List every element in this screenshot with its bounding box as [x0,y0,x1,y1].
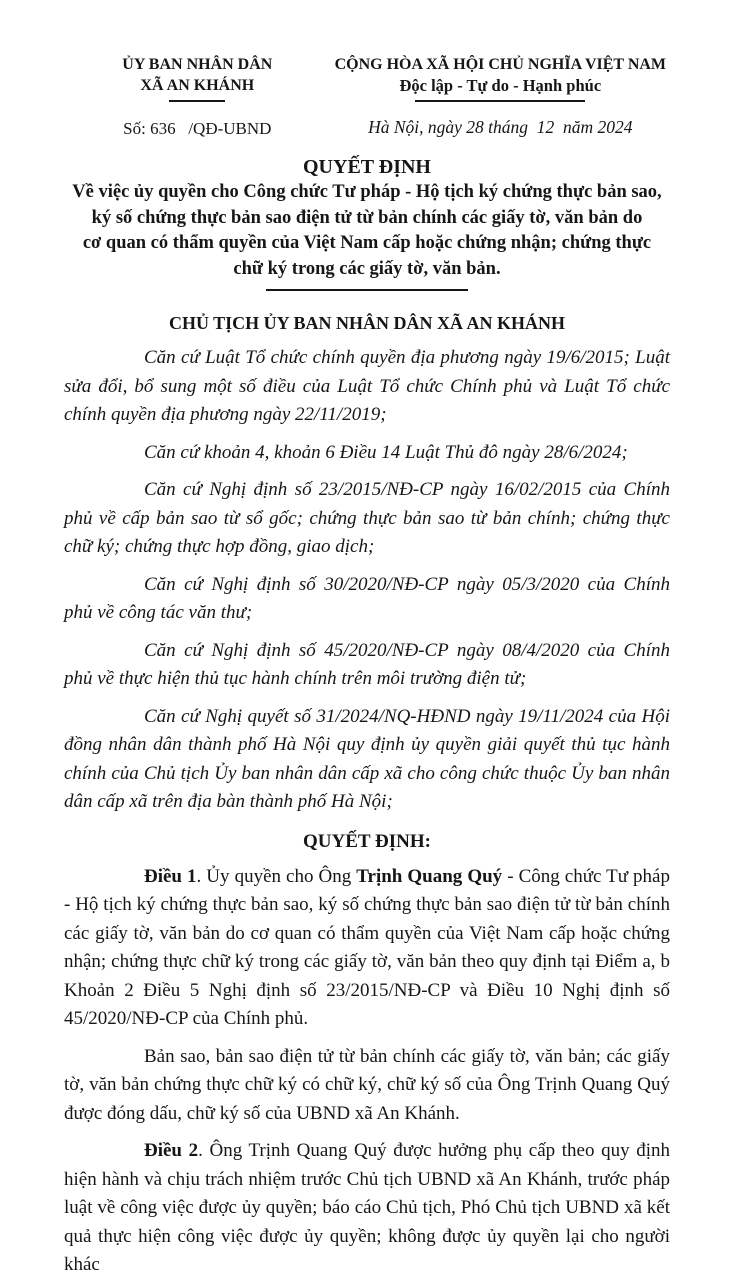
article-2-paragraph [64,1137,670,1280]
agency-underline [169,100,225,102]
article-2-text: . Ông Trịnh Quang Quý được hưởng phụ cấp theo quy định hiện hành và chịu trách nhiệm trước Chủ tịch UBND xã An Khánh, trước pháp luật về công việc được ủy quyền; báo cáo Chủ tịch, Phó Chủ tịch UBND xã kết quả thực hiện công việc được ủy quyền; không được ủy quyền lại cho người khác [64,1140,670,1275]
national-title: CỘNG HÒA XÃ HỘI CHỦ NGHĨA VIỆT NAM [334,56,667,73]
delegate-name: Trịnh Quang Quý [356,865,503,887]
document-title-block [64,155,670,291]
document-header [64,54,670,139]
recital-paragraph: Căn cứ Nghị định số 45/2020/NĐ-CP ngày 08/4/2020 của Chính phủ về thực hiện thủ tục hành chính trên môi trường điện tử; [64,639,670,689]
place-and-date: Hà Nội, ngày 28 tháng 12 năm 2024 [368,117,633,137]
recital-paragraph: Căn cứ khoản 4, khoản 6 Điều 14 Luật Thủ đô ngày 28/6/2024; [144,441,628,463]
recital-paragraph: Căn cứ Luật Tổ chức chính quyền địa phương ngày 19/6/2015; Luật sửa đổi, bổ sung một số điều của Luật Tổ chức Chính phủ và Luật Tổ chức chính quyền địa phương ngày 22/11/2019; [64,347,670,425]
agency-name: XÃ AN KHÁNH [140,77,255,94]
issuing-agency-block [64,54,331,139]
decision-heading: QUYẾT ĐỊNH: [303,830,431,852]
article-1-label: Điều 1 [144,865,197,887]
article-2-label: Điều 2 [144,1140,199,1161]
national-motto: Độc lập - Tự do - Hạnh phúc [399,76,602,95]
motto-underline [415,100,585,102]
article-1-paragraph [64,863,670,1034]
recital-paragraph: Căn cứ Nghị quyết số 31/2024/NQ-HĐND ngày 19/11/2024 của Hội đồng nhân dân thành phố Hà Nội quy định ủy quyền giải quyết thủ tục hành chính của Chủ tịch Ủy ban nhân dân cấp xã cho công chức thuộc Ủy ban nhân dân cấp xã trên địa bàn thành phố Hà Nội; [64,705,670,812]
recital-paragraph: Căn cứ Nghị định số 30/2020/NĐ-CP ngày 05/3/2020 của Chính phủ về công tác văn thư; [64,573,670,623]
title-divider [266,289,468,291]
document-type-heading: QUYẾT ĐỊNH [303,156,431,178]
document-subject-line-1: Về việc ủy quyền cho Công chức Tư pháp - Hộ tịch ký chứng thực bản sao, [72,182,662,202]
recital-paragraph: Căn cứ Nghị định số 23/2015/NĐ-CP ngày 16/02/2015 của Chính phủ về cấp bản sao từ sổ gốc; chứng thực bản sao từ bản chính; chứng thực chữ ký; chứng thực hợp đồng, giao dịch; [64,479,670,557]
document-subject-line-4: chữ ký trong các giấy tờ, văn bản. [233,258,501,279]
document-subject-line-3: cơ quan có thẩm quyền của Việt Nam cấp hoặc chứng nhận; chứng thực [82,233,652,253]
issuer-heading: CHỦ TỊCH ỦY BAN NHÂN DÂN XÃ AN KHÁNH [168,313,566,333]
document-number: Số: 636 /QĐ-UBND [123,119,272,138]
agency-parent-name: ỦY BAN NHÂN DÂN [122,56,273,73]
national-motto-block [331,54,670,138]
article-1-second-paragraph: Bản sao, bản sao điện tử từ bản chính các giấy tờ, văn bản; các giấy tờ, văn bản chứng thực chữ ký có chữ ký, chữ ký số của Ông Trịnh Quang Quý được đóng dấu, chữ ký số của UBND xã An Khánh. [64,1045,670,1124]
document-subject-line-2: ký số chứng thực bản sao điện tử từ bản chính các giấy tờ, văn bản do [91,207,643,228]
article-1-text-pre: . Ủy quyền cho Ông [196,865,357,887]
article-1-text-post: - Công chức Tư pháp - Hộ tịch ký chứng thực bản sao, ký số chứng thực bản sao điện tử từ bản chính các giấy tờ, văn bản do cơ quan có thẩm quyền của Việt Nam cấp hoặc chứng nhận; chứng thực chữ ký trong các giấy tờ, văn bản theo quy định tại Điểm a, b Khoản 2 Điều 5 Nghị định số 23/2015/NĐ-CP và Điều 10 Nghị định số 45/2020/NĐ-CP của Chính phủ. [64,865,670,1029]
